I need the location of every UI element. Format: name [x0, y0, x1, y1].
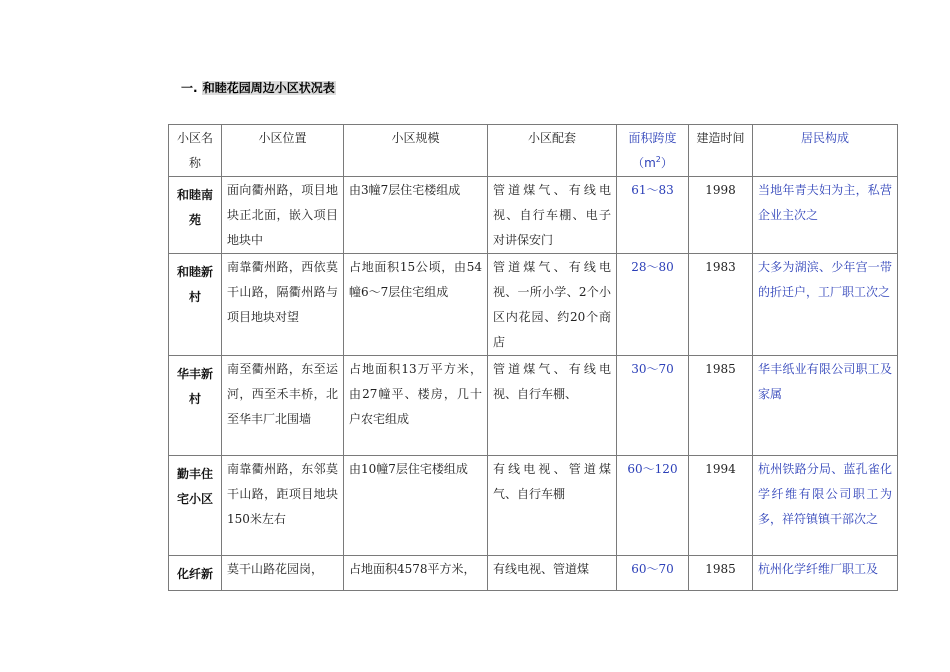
- cell-scale: 占地面积15公顷，由54幢6～7层住宅组成: [344, 254, 488, 356]
- cell-facilities: 有线电视、管道煤: [488, 556, 617, 591]
- cell-residents: 大多为湖滨、少年宫一带的折迁户，工厂职工次之: [753, 254, 898, 356]
- community-table: [168, 124, 898, 591]
- col-header-location: 小区位置: [222, 125, 344, 177]
- col-header-year: 建造时间: [689, 125, 753, 177]
- cell-year: 1983: [689, 254, 753, 356]
- cell-name: 和睦新村: [169, 254, 222, 356]
- section-number: 一.: [181, 81, 198, 95]
- cell-year: 1998: [689, 177, 753, 254]
- cell-year: 1994: [689, 456, 753, 556]
- cell-year: 1985: [689, 356, 753, 456]
- col-header-scale: 小区规模: [344, 125, 488, 177]
- cell-name: 华丰新村: [169, 356, 222, 456]
- table-container: [168, 124, 898, 672]
- cell-location: 莫干山路花园岗，: [222, 556, 344, 591]
- cell-facilities: 有线电视、管道煤气、自行车棚: [488, 456, 617, 556]
- cell-name: 化纤新: [169, 556, 222, 591]
- cell-residents: 杭州铁路分局、蓝孔雀化学纤维有限公司职工为多，祥符镇镇干部次之: [753, 456, 898, 556]
- cell-location: 南靠衢州路，东邻莫干山路，距项目地块150米左右: [222, 456, 344, 556]
- cell-area: 30～70: [617, 356, 689, 456]
- table-row: [169, 177, 898, 254]
- cell-facilities: 管道煤气、有线电视、自行车棚、: [488, 356, 617, 456]
- cell-residents: 华丰纸业有限公司职工及家属: [753, 356, 898, 456]
- cell-area: 28～80: [617, 254, 689, 356]
- col-header-name: 小区名称: [169, 125, 222, 177]
- cell-scale: 由3幢7层住宅楼组成: [344, 177, 488, 254]
- cell-name: 勤丰住宅小区: [169, 456, 222, 556]
- cell-location: 面向衢州路，项目地块正北面，嵌入项目地块中: [222, 177, 344, 254]
- col-header-area-label: 面积跨度: [628, 131, 677, 145]
- cell-residents: 当地年青夫妇为主，私营企业主次之: [753, 177, 898, 254]
- cell-location: 南至衢州路，东至运河，西至禾丰桥，北至华丰厂北围墙: [222, 356, 344, 456]
- section-heading: [181, 80, 336, 96]
- col-header-area-unit-close: ）: [660, 156, 673, 170]
- table-row: [169, 456, 898, 556]
- section-title: 和睦花园周边小区状况表: [202, 81, 335, 95]
- cell-location: 南靠衢州路，西依莫干山路，隔衢州路与项目地块对望: [222, 254, 344, 356]
- cell-scale: 由10幢7层住宅楼组成: [344, 456, 488, 556]
- cell-scale: 占地面积13万平方米，由27幢平、楼房，几十户农宅组成: [344, 356, 488, 456]
- cell-facilities: 管道煤气、有线电视、自行车棚、电子对讲保安门: [488, 177, 617, 254]
- cell-scale: 占地面积4578平方米，: [344, 556, 488, 591]
- cell-residents: 杭州化学纤维厂职工及: [753, 556, 898, 591]
- cell-area: 60～70: [617, 556, 689, 591]
- table-header-row: [169, 125, 898, 177]
- cell-area: 61～83: [617, 177, 689, 254]
- cell-facilities: 管道煤气、有线电视、一所小学、2个小区内花园、约20个商店: [488, 254, 617, 356]
- cell-year: 1985: [689, 556, 753, 591]
- col-header-area-unit-sup: 2: [655, 155, 661, 164]
- col-header-residents: 居民构成: [753, 125, 898, 177]
- table-row: [169, 556, 898, 591]
- col-header-area-unit-base: （m: [632, 156, 656, 170]
- col-header-area: [617, 125, 689, 177]
- col-header-facilities: 小区配套: [488, 125, 617, 177]
- table-row: [169, 356, 898, 456]
- cell-name: 和睦南苑: [169, 177, 222, 254]
- cell-area: 60～120: [617, 456, 689, 556]
- table-row: [169, 254, 898, 356]
